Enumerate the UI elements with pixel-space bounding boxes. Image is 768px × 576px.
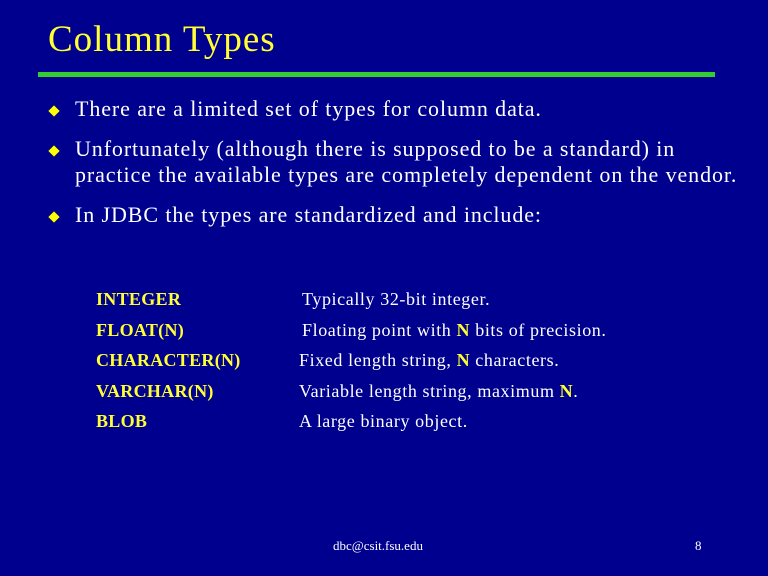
type-name: VARCHAR(N): [96, 380, 214, 401]
footer-email: dbc@csit.fsu.edu: [333, 538, 423, 553]
type-name: BLOB: [96, 411, 148, 431]
type-name: INTEGER: [96, 289, 182, 309]
diamond-bullet-icon: [48, 145, 59, 156]
bullet-item: [48, 136, 738, 188]
type-description: A large binary object.: [299, 411, 468, 431]
bullet-item: [48, 96, 738, 122]
slide-title: Column Types: [48, 19, 276, 60]
type-row: [96, 318, 736, 349]
type-description: Typically 32-bit integer.: [302, 289, 491, 309]
bullet-item: [48, 202, 738, 228]
type-row: [96, 287, 736, 318]
diamond-bullet-icon: [48, 211, 59, 222]
type-description: Variable length string, maximum N.: [299, 380, 579, 401]
type-list: [96, 287, 736, 440]
type-name: CHARACTER(N): [96, 350, 241, 370]
title-divider: [38, 72, 715, 77]
bullet-list: [48, 96, 738, 242]
bullet-text: In JDBC the types are standardized and include:: [75, 202, 542, 227]
bullet-text: There are a limited set of types for column data.: [75, 96, 542, 121]
type-row: [96, 348, 736, 379]
type-row: [96, 379, 736, 410]
page-number: 8: [695, 538, 702, 553]
type-description: Floating point with N bits of precision.: [302, 319, 607, 340]
diamond-bullet-icon: [48, 105, 59, 116]
type-description: Fixed length string, N characters.: [299, 350, 560, 370]
bullet-text: Unfortunately (although there is supposed to be a standard) in practice the available types are completely dependent on the vendor.: [75, 136, 738, 187]
type-name: FLOAT(N): [96, 319, 185, 340]
type-row: [96, 409, 736, 440]
